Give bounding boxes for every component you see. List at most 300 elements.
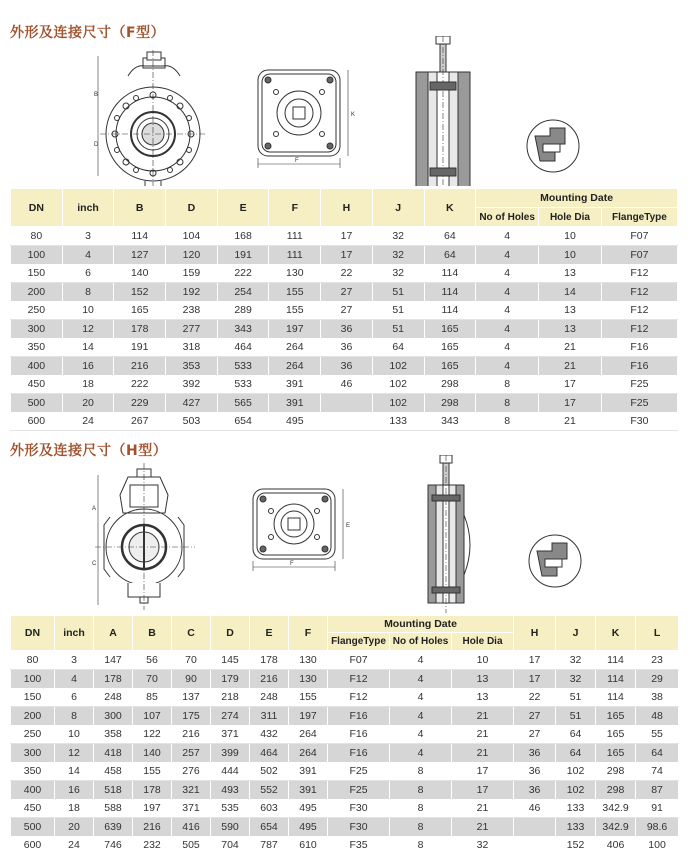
f-table-row: [11, 264, 678, 283]
h-table-cell: 64: [556, 744, 596, 763]
f-table-cell: [321, 394, 373, 413]
h-table-cell: 38: [636, 688, 679, 707]
f-col-header: J: [372, 189, 424, 227]
h-table-cell: 17: [452, 781, 514, 800]
f-table-cell: 64: [424, 227, 476, 246]
h-table-cell: F12: [328, 670, 390, 689]
f-table-cell: 100: [11, 246, 63, 265]
h-table-cell: 145: [211, 651, 250, 670]
f-table-cell: 298: [424, 394, 476, 413]
f-table-row: [11, 338, 678, 357]
f-table-cell: 51: [372, 320, 424, 339]
f-col-header: D: [166, 189, 218, 227]
f-seat-detail-drawing: [527, 120, 579, 172]
f-table-cell: 168: [217, 227, 269, 246]
f-table-cell: 27: [321, 301, 373, 320]
f-table-cell: 4: [476, 338, 539, 357]
f-table-cell: 114: [424, 283, 476, 302]
h-table-cell: 588: [94, 799, 133, 818]
h-table-cell: 358: [94, 725, 133, 744]
h-table-cell: 21: [452, 818, 514, 837]
f-table-cell: 20: [62, 394, 114, 413]
f-type-drawings: [0, 36, 691, 186]
h-table-cell: 495: [289, 799, 328, 818]
h-table-cell: 114: [596, 688, 636, 707]
f-table-cell: 17: [539, 394, 602, 413]
f-table-cell: 464: [217, 338, 269, 357]
f-table-cell: 267: [114, 412, 166, 431]
f-table-cell: 197: [269, 320, 321, 339]
f-table-cell: 10: [62, 301, 114, 320]
f-table-cell: 216: [114, 357, 166, 376]
h-table-cell: 552: [250, 781, 289, 800]
f-table-cell: 36: [321, 357, 373, 376]
h-table-cell: 17: [452, 762, 514, 781]
h-col-header: B: [133, 616, 172, 651]
h-table-cell: 178: [94, 670, 133, 689]
h-table-cell: 300: [94, 707, 133, 726]
h-table-cell: 493: [211, 781, 250, 800]
h-table-cell: 130: [289, 651, 328, 670]
f-table-row: [11, 357, 678, 376]
h-table-cell: 51: [556, 688, 596, 707]
h-table-cell: F16: [328, 725, 390, 744]
h-table-cell: 10: [55, 725, 94, 744]
h-table-cell: 450: [11, 799, 55, 818]
f-table-cell: 533: [217, 375, 269, 394]
h-table-cell: 464: [250, 744, 289, 763]
f-table-cell: 200: [11, 283, 63, 302]
h-table-cell: 391: [289, 762, 328, 781]
h-table-cell: 3: [55, 651, 94, 670]
f-table-cell: 10: [539, 227, 602, 246]
h-table-cell: [514, 818, 556, 837]
f-table-cell: 32: [372, 264, 424, 283]
f-table-cell: 32: [372, 227, 424, 246]
h-table-cell: 114: [596, 670, 636, 689]
f-table-cell: 22: [321, 264, 373, 283]
f-table-cell: 24: [62, 412, 114, 431]
h-type-drawings: [0, 455, 691, 615]
f-table-cell: F12: [601, 283, 677, 302]
h-table-cell: 535: [211, 799, 250, 818]
f-table-cell: 165: [114, 301, 166, 320]
f-table-cell: 503: [166, 412, 218, 431]
f-table-cell: 4: [476, 357, 539, 376]
h-table-cell: 10: [452, 651, 514, 670]
h-table-cell: 98.6: [636, 818, 679, 837]
f-table-row: [11, 375, 678, 394]
f-col-header: FlangeType: [601, 208, 677, 227]
h-seat-detail-drawing: [529, 535, 581, 587]
h-table-row: [11, 651, 679, 670]
f-table-cell: 104: [166, 227, 218, 246]
f-table-cell: 21: [539, 412, 602, 431]
h-table-cell: 8: [55, 707, 94, 726]
f-table-cell: 533: [217, 357, 269, 376]
f-table-cell: 152: [114, 283, 166, 302]
f-table-row: [11, 246, 678, 265]
h-table-cell: 248: [94, 688, 133, 707]
h-table-cell: 18: [55, 799, 94, 818]
f-dim-label-d: D: [94, 142, 99, 148]
f-table-cell: F25: [601, 394, 677, 413]
h-table-cell: 4: [390, 670, 452, 689]
f-table-cell: 392: [166, 375, 218, 394]
h-table-cell: F25: [328, 781, 390, 800]
f-table-cell: 343: [217, 320, 269, 339]
f-table-cell: 114: [114, 227, 166, 246]
h-table-cell: 100: [636, 836, 679, 854]
h-table-cell: [514, 836, 556, 854]
h-dim-label-a: A: [92, 506, 97, 512]
f-table-cell: F12: [601, 320, 677, 339]
h-table-cell: 218: [211, 688, 250, 707]
f-table-cell: 391: [269, 394, 321, 413]
h-table-cell: 64: [556, 725, 596, 744]
h-table-cell: 21: [452, 725, 514, 744]
h-table-cell: 4: [390, 725, 452, 744]
h-table-cell: 257: [172, 744, 211, 763]
h-table-cell: 502: [250, 762, 289, 781]
h-table-cell: 216: [250, 670, 289, 689]
h-table-row: [11, 818, 679, 837]
h-table-cell: 400: [11, 781, 55, 800]
h-table-cell: 32: [452, 836, 514, 854]
f-col-header: DN: [11, 189, 63, 227]
h-table-cell: 48: [636, 707, 679, 726]
f-table-cell: 4: [62, 246, 114, 265]
f-col-header: K: [424, 189, 476, 227]
f-table-cell: 4: [476, 301, 539, 320]
h-table-cell: 70: [133, 670, 172, 689]
h-table-cell: F30: [328, 818, 390, 837]
f-table-cell: 159: [166, 264, 218, 283]
f-table-cell: 4: [476, 227, 539, 246]
f-table-cell: [321, 412, 373, 431]
f-table-cell: 18: [62, 375, 114, 394]
h-table-cell: 300: [11, 744, 55, 763]
f-table-cell: 27: [321, 283, 373, 302]
h-col-header: L: [636, 616, 679, 651]
h-table-cell: 298: [596, 781, 636, 800]
f-table-cell: 4: [476, 246, 539, 265]
h-table-cell: 4: [390, 707, 452, 726]
h-table-row: [11, 707, 679, 726]
f-table-cell: 13: [539, 264, 602, 283]
h-group-header-mounting: Mounting Date: [328, 616, 514, 633]
f-table-cell: 353: [166, 357, 218, 376]
h-table-cell: 165: [596, 707, 636, 726]
f-table-cell: 4: [476, 264, 539, 283]
h-table-cell: 21: [452, 707, 514, 726]
f-table-cell: 427: [166, 394, 218, 413]
h-dim-label-c: C: [92, 561, 97, 567]
h-table-cell: 264: [289, 725, 328, 744]
h-table-cell: 178: [250, 651, 289, 670]
f-table-cell: 36: [321, 338, 373, 357]
h-table-cell: 12: [55, 744, 94, 763]
h-table-cell: 122: [133, 725, 172, 744]
h-table-cell: 21: [452, 744, 514, 763]
f-table-cell: 8: [476, 412, 539, 431]
h-table-cell: 46: [514, 799, 556, 818]
f-table-cell: 17: [321, 227, 373, 246]
h-table-cell: 27: [514, 725, 556, 744]
h-table-row: [11, 781, 679, 800]
f-table-cell: 277: [166, 320, 218, 339]
h-table-cell: 100: [11, 670, 55, 689]
h-table-cell: 133: [556, 799, 596, 818]
h-table-cell: 248: [250, 688, 289, 707]
f-table-cell: 250: [11, 301, 63, 320]
f-table-cell: 289: [217, 301, 269, 320]
h-table-cell: 418: [94, 744, 133, 763]
h-table-cell: 197: [289, 707, 328, 726]
h-col-header: E: [250, 616, 289, 651]
h-table-cell: 14: [55, 762, 94, 781]
f-table-cell: 32: [372, 246, 424, 265]
h-table-cell: 8: [390, 762, 452, 781]
h-table-cell: 23: [636, 651, 679, 670]
f-col-header: inch: [62, 189, 114, 227]
h-table-cell: 178: [133, 781, 172, 800]
f-table-cell: 102: [372, 357, 424, 376]
f-table-cell: F16: [601, 338, 677, 357]
h-table-cell: 216: [133, 818, 172, 837]
f-dim-label-b: B: [94, 92, 99, 98]
h-table-cell: 13: [452, 688, 514, 707]
h-table-cell: 32: [556, 651, 596, 670]
f-table-cell: 17: [539, 375, 602, 394]
f-table-cell: F16: [601, 357, 677, 376]
f-top-flange-drawing: [258, 70, 355, 168]
h-table-cell: 8: [390, 781, 452, 800]
h-table-cell: 29: [636, 670, 679, 689]
h-table-cell: 274: [211, 707, 250, 726]
h-table-cell: 639: [94, 818, 133, 837]
h-col-header: inch: [55, 616, 94, 651]
f-dim-label-k: K: [351, 112, 356, 118]
h-table-cell: 21: [452, 799, 514, 818]
f-table-cell: 8: [476, 375, 539, 394]
h-table-cell: 250: [11, 725, 55, 744]
f-col-header: H: [321, 189, 373, 227]
h-table-cell: 36: [514, 781, 556, 800]
f-table-row: [11, 283, 678, 302]
h-table-cell: 458: [94, 762, 133, 781]
h-table-row: [11, 725, 679, 744]
h-table-cell: 8: [390, 818, 452, 837]
h-table-cell: 4: [390, 688, 452, 707]
h-col-header: DN: [11, 616, 55, 651]
f-table-cell: 36: [321, 320, 373, 339]
h-table-cell: 24: [55, 836, 94, 854]
h-table-cell: F16: [328, 707, 390, 726]
h-col-header: FlangeType: [328, 633, 390, 651]
f-col-header: B: [114, 189, 166, 227]
f-table-cell: 80: [11, 227, 63, 246]
f-table-cell: 3: [62, 227, 114, 246]
f-table-cell: 222: [217, 264, 269, 283]
h-table-cell: 155: [289, 688, 328, 707]
h-table-cell: 197: [133, 799, 172, 818]
f-table-cell: 127: [114, 246, 166, 265]
f-table-cell: 51: [372, 283, 424, 302]
h-table-cell: 216: [172, 725, 211, 744]
h-table-cell: 22: [514, 688, 556, 707]
h-table-cell: 90: [172, 670, 211, 689]
h-col-header: F: [289, 616, 328, 651]
f-table-row: [11, 412, 678, 431]
h-table-cell: 74: [636, 762, 679, 781]
h-table-cell: 406: [596, 836, 636, 854]
h-side-section-drawing: [428, 455, 470, 613]
h-table-row: [11, 744, 679, 763]
h-col-header: Hole Dia: [452, 633, 514, 651]
h-table-cell: 27: [514, 707, 556, 726]
h-table-cell: 17: [514, 651, 556, 670]
h-table-cell: 500: [11, 818, 55, 837]
h-table-cell: 590: [211, 818, 250, 837]
h-table-cell: 4: [390, 744, 452, 763]
f-type-spec-table: [10, 188, 678, 431]
h-table-row: [11, 762, 679, 781]
h-table-cell: 264: [289, 744, 328, 763]
f-table-cell: 155: [269, 301, 321, 320]
h-table-cell: F25: [328, 762, 390, 781]
section-title-h-type: 外形及连接尺寸（H型）: [10, 443, 168, 459]
h-table-cell: 495: [289, 818, 328, 837]
f-table-cell: 114: [424, 301, 476, 320]
h-table-cell: F07: [328, 651, 390, 670]
h-table-cell: 133: [556, 818, 596, 837]
h-table-cell: 371: [172, 799, 211, 818]
h-table-cell: 321: [172, 781, 211, 800]
h-table-cell: 6: [55, 688, 94, 707]
h-front-view-drawing: [92, 463, 195, 610]
f-table-cell: 8: [62, 283, 114, 302]
h-table-cell: 4: [390, 651, 452, 670]
h-table-cell: 87: [636, 781, 679, 800]
h-table-cell: 102: [556, 762, 596, 781]
h-table-cell: F35: [328, 836, 390, 854]
h-table-cell: 107: [133, 707, 172, 726]
h-col-header: H: [514, 616, 556, 651]
h-table-cell: 64: [636, 744, 679, 763]
f-table-row: [11, 320, 678, 339]
f-table-cell: 654: [217, 412, 269, 431]
f-table-cell: 114: [424, 264, 476, 283]
f-table-cell: 500: [11, 394, 63, 413]
h-table-cell: 16: [55, 781, 94, 800]
f-table-cell: 229: [114, 394, 166, 413]
f-table-cell: 13: [539, 301, 602, 320]
f-table-cell: 13: [539, 320, 602, 339]
h-table-cell: 298: [596, 762, 636, 781]
f-table-cell: 298: [424, 375, 476, 394]
f-table-cell: 191: [217, 246, 269, 265]
f-table-cell: 254: [217, 283, 269, 302]
f-table-cell: 178: [114, 320, 166, 339]
f-table-cell: 21: [539, 338, 602, 357]
f-front-view-drawing: [94, 50, 205, 186]
f-table-cell: 300: [11, 320, 63, 339]
f-table-cell: 343: [424, 412, 476, 431]
h-table-cell: 179: [211, 670, 250, 689]
h-table-cell: 518: [94, 781, 133, 800]
h-table-cell: 444: [211, 762, 250, 781]
f-table-cell: 191: [114, 338, 166, 357]
h-top-flange-drawing: [253, 489, 350, 571]
f-table-cell: F12: [601, 301, 677, 320]
f-table-cell: 16: [62, 357, 114, 376]
h-table-cell: 102: [556, 781, 596, 800]
h-table-cell: 114: [596, 651, 636, 670]
h-table-cell: 91: [636, 799, 679, 818]
f-table-cell: 4: [476, 283, 539, 302]
f-table-cell: 102: [372, 394, 424, 413]
h-table-cell: 51: [556, 707, 596, 726]
f-table-cell: 264: [269, 338, 321, 357]
h-table-cell: 371: [211, 725, 250, 744]
h-table-cell: 147: [94, 651, 133, 670]
h-table-cell: 399: [211, 744, 250, 763]
f-table-cell: F07: [601, 227, 677, 246]
f-table-cell: 111: [269, 227, 321, 246]
f-table-cell: F30: [601, 412, 677, 431]
h-table-cell: 36: [514, 762, 556, 781]
h-table-cell: 505: [172, 836, 211, 854]
h-table-cell: 342.9: [596, 818, 636, 837]
f-table-cell: F07: [601, 246, 677, 265]
f-table-cell: 46: [321, 375, 373, 394]
h-table-cell: 610: [289, 836, 328, 854]
h-table-cell: 787: [250, 836, 289, 854]
h-table-cell: 311: [250, 707, 289, 726]
f-table-cell: 165: [424, 357, 476, 376]
h-table-cell: 165: [596, 725, 636, 744]
h-table-cell: 85: [133, 688, 172, 707]
h-table-cell: F16: [328, 744, 390, 763]
f-table-cell: 264: [269, 357, 321, 376]
f-table-cell: F12: [601, 264, 677, 283]
f-table-cell: 111: [269, 246, 321, 265]
h-table-cell: 342.9: [596, 799, 636, 818]
h-table-cell: 603: [250, 799, 289, 818]
h-table-cell: 391: [289, 781, 328, 800]
h-col-header: No of Holes: [390, 633, 452, 651]
f-dim-label-f: F: [295, 158, 299, 164]
f-col-header: No of Holes: [476, 208, 539, 227]
f-table-cell: 120: [166, 246, 218, 265]
h-table-cell: 152: [556, 836, 596, 854]
f-table-cell: 17: [321, 246, 373, 265]
f-table-row: [11, 227, 678, 246]
f-table-cell: 165: [424, 338, 476, 357]
h-table-row: [11, 670, 679, 689]
h-dim-label-e: E: [346, 523, 351, 529]
f-table-cell: 64: [424, 246, 476, 265]
h-table-cell: 232: [133, 836, 172, 854]
f-table-cell: 495: [269, 412, 321, 431]
f-table-cell: 450: [11, 375, 63, 394]
f-table-row: [11, 301, 678, 320]
h-table-cell: 20: [55, 818, 94, 837]
f-col-header: Hole Dia: [539, 208, 602, 227]
f-table-cell: 391: [269, 375, 321, 394]
f-table-cell: 238: [166, 301, 218, 320]
